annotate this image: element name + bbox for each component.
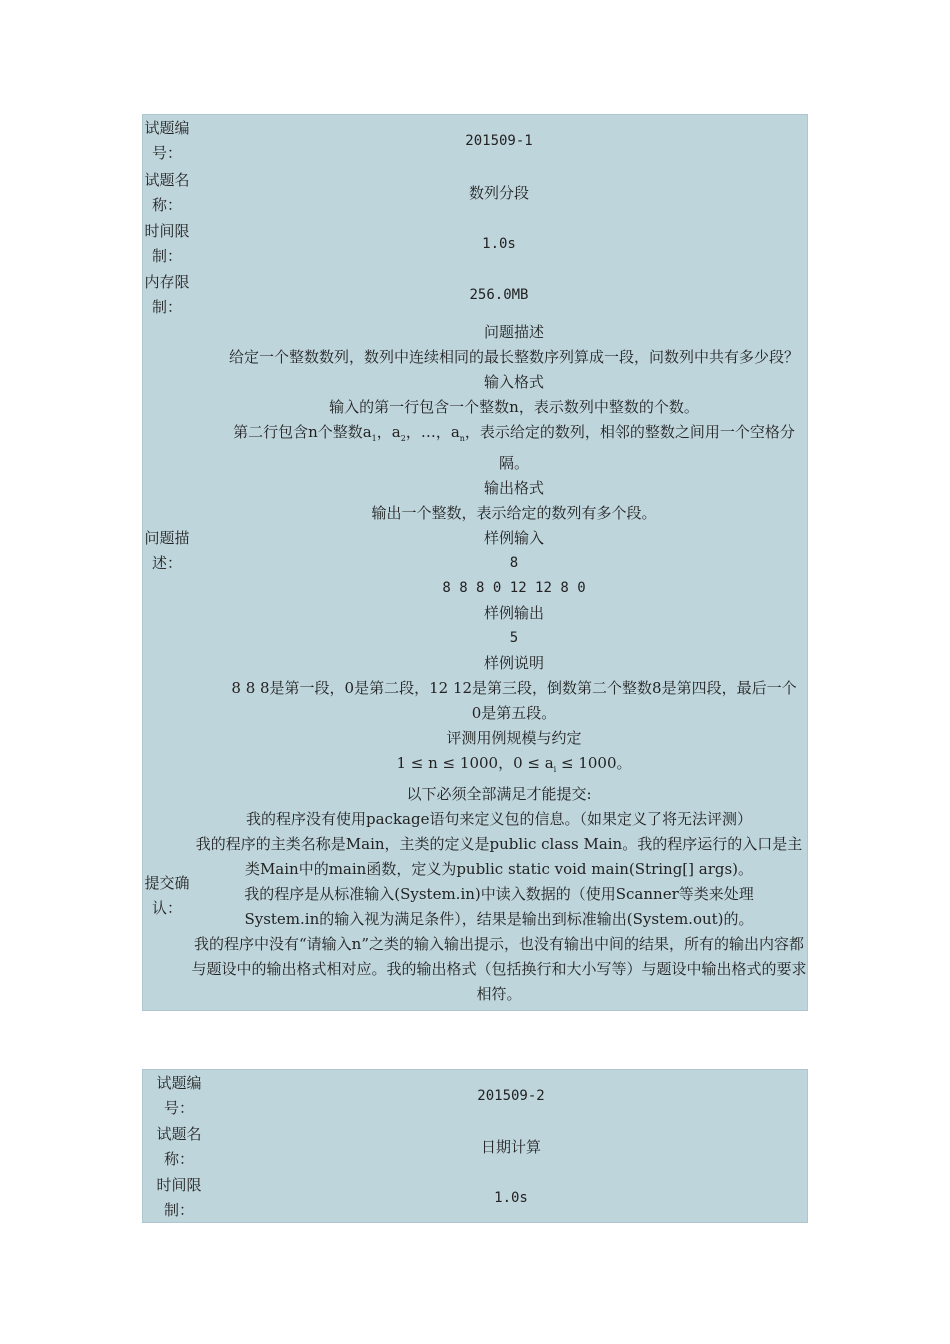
row-problem-name-2 [143, 1121, 807, 1172]
label-problem-name-2: 试题名称： [156, 1124, 202, 1168]
heading-sample-output: 样例输出 [483, 604, 544, 622]
value-problem-id-2: 201509-2 [477, 1087, 545, 1104]
problem-table-2 [142, 1069, 808, 1223]
label-problem-id: 试题编号： [144, 119, 190, 162]
row-problem-id-2 [143, 1070, 807, 1121]
row-description [143, 320, 807, 782]
value-time-limit-2: 1.0s [494, 1189, 528, 1206]
row-confirm [143, 782, 807, 1010]
input-line-2: 第二行包含n个整数$a_1$，$a_2$，…，$a_n$，表示给定的数列，相邻的整数之间用一个空格分隔。 [233, 423, 795, 472]
heading-scale: 评测用例规模与约定 [446, 729, 582, 747]
confirm-item-4: 我的程序中没有“请输入n”之类的输入输出提示，也没有输出中间的结果，所有的输出内容都与题设中的输出格式相对应。我的输出格式（包括换行和大小写等）与题设中输出格式的要求相符。 [191, 935, 807, 1003]
label-problem-name: 试题名称： [144, 170, 190, 214]
value-time-limit: 1.0s [482, 235, 516, 252]
row-memory-limit [143, 269, 807, 320]
sample-input-2: 8 8 8 0 12 12 8 0 [442, 580, 586, 596]
label-time-limit-2: 时间限制： [156, 1175, 202, 1219]
heading-sample-explain: 样例说明 [483, 654, 544, 672]
label-confirm: 提交确认： [144, 874, 190, 917]
output-line: 输出一个整数，表示给定的数列有多个段。 [371, 504, 657, 522]
heading-output-format: 输出格式 [483, 479, 544, 497]
value-problem-name-2: 日期计算 [480, 1138, 541, 1156]
sample-output: 5 [509, 630, 519, 646]
input-line-1: 输入的第一行包含一个整数n，表示数列中整数的个数。 [329, 398, 699, 416]
desc-paragraph: 给定一个整数数列，数列中连续相同的最长整数序列算成一段，问数列中共有多少段？ [228, 348, 799, 366]
label-time-limit: 时间限制： [144, 221, 190, 265]
scale-text: 1 ≤ n ≤ 1000，$0 \le a_i \le 1000$。 [396, 754, 632, 774]
row-problem-id [143, 115, 807, 167]
confirm-item-2: 我的程序的主类名称是Main，主类的定义是public class Main。我的程序运行的入口是主类Main中的main函数，定义为public static void main(String[] args)。 [195, 835, 803, 878]
problem-table-1 [142, 114, 808, 1011]
confirm-content [191, 782, 807, 1010]
heading-sample-input: 样例输入 [483, 529, 544, 547]
row-time-limit [143, 218, 807, 269]
confirm-item-3: 我的程序是从标准输入(System.in)中读入数据的（使用Scanner等类来处理System.in的输入视为满足条件），结果是输出到标准输出(System.out)的。 [244, 885, 754, 928]
row-time-limit-2 [143, 1172, 807, 1223]
heading-description: 问题描述 [483, 323, 544, 341]
confirm-item-1: 我的程序没有使用package语句来定义包的信息。（如果定义了将无法评测） [246, 810, 752, 828]
label-description: 问题描述： [144, 529, 190, 572]
sample-explain: 8 8 8是第一段，0是第二段，12 12是第三段，倒数第二个整数8是第四段，最后一个0是第五段。 [231, 679, 797, 722]
sample-input-1: 8 [509, 555, 519, 571]
description-content [191, 320, 807, 782]
value-problem-id: 201509-1 [465, 133, 533, 149]
confirm-intro: 以下必须全部满足才能提交: [406, 785, 592, 803]
value-memory-limit: 256.0MB [469, 286, 529, 303]
label-problem-id-2: 试题编号： [156, 1073, 202, 1117]
label-memory-limit: 内存限制： [144, 272, 190, 316]
heading-input-format: 输入格式 [483, 373, 544, 391]
row-problem-name [143, 167, 807, 218]
value-problem-name: 数列分段 [468, 184, 529, 202]
